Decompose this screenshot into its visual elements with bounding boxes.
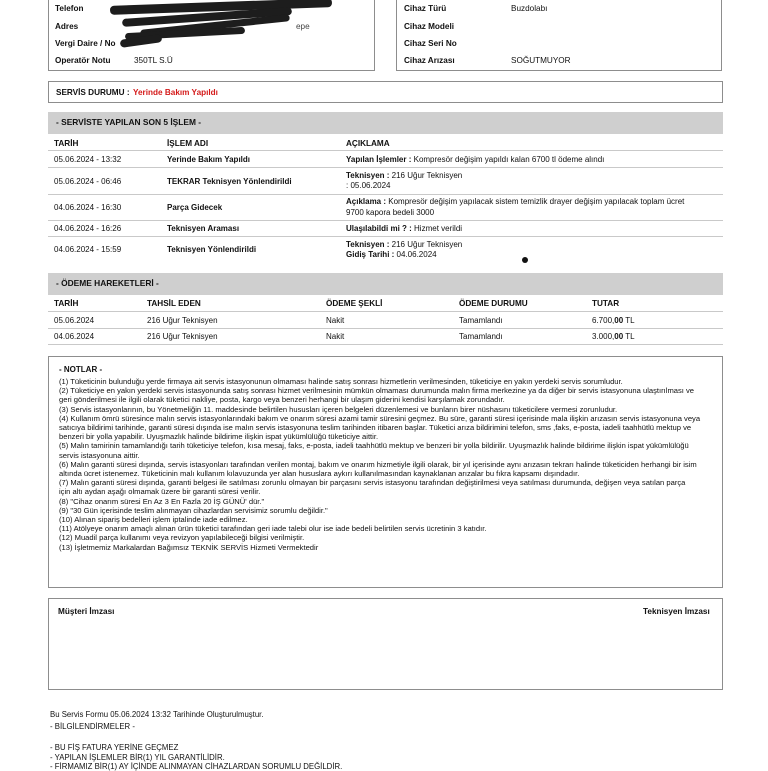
payment-collector: 216 Uğur Teknisyen xyxy=(147,332,218,341)
note-item: için altı aydan aşağı olmamak üzere bir garanti süresi verilir. xyxy=(59,487,261,497)
note-item: (12) Muadil parça kullanımı veya revizyon yapılabileceği bilgisi verilmiştir. xyxy=(59,533,305,543)
payments-header-date: TARİH xyxy=(54,299,79,308)
info-line: - YAPILAN İŞLEMLER BİR(1) YIL GARANTİLİDİR. xyxy=(50,753,225,762)
tax-label: Vergi Daire / No xyxy=(55,39,116,48)
operation-desc-line2: : 05.06.2024 xyxy=(346,181,391,190)
info-title: - BİLGİLENDİRMELER - xyxy=(50,722,135,731)
operation-name: TEKRAR Teknisyen Yönlendirildi xyxy=(167,177,292,186)
payment-collector: 216 Uğur Teknisyen xyxy=(147,316,218,325)
operation-name: Teknisyen Araması xyxy=(167,224,240,233)
operation-date: 05.06.2024 - 13:32 xyxy=(54,155,122,164)
payments-header-collector: TAHSİL EDEN xyxy=(147,299,201,308)
operator-note-label: Operatör Notu xyxy=(55,56,111,65)
operation-desc-line2: Gidiş Tarihi : 04.06.2024 xyxy=(346,250,437,259)
payment-date: 05.06.2024 xyxy=(54,316,95,325)
payments-header-status: ÖDEME DURUMU xyxy=(459,299,528,308)
phone-label: Telefon xyxy=(55,4,84,13)
operation-date: 05.06.2024 - 06:46 xyxy=(54,177,122,186)
notes-list xyxy=(59,377,707,552)
operation-name: Parça Gidecek xyxy=(167,203,223,212)
table-divider xyxy=(48,194,723,195)
payments-header-amount: TUTAR xyxy=(592,299,620,308)
note-item: (6) Malın garanti süresi dışında, servis istasyonları tarafından verilen montaj, bakım ve onarım hizmetiyle ilgili olarak, bir yıl içerisinde aynı arızasın tekrarı halinde tüketiciden herhangi bir isim altında ücret istenemez. Tüketicinin malı kullanım kılavuzunda yer alan hususlara aykırı kullanılmasından kaynaklanan arızalar bu fıkra kapsamı dışındadır. xyxy=(59,459,697,479)
customer-signature-label: Müşteri İmzası xyxy=(58,607,115,616)
operations-header-desc: AÇIKLAMA xyxy=(346,139,390,148)
operation-desc: Teknisyen : 216 Uğur Teknisyen xyxy=(346,240,463,249)
device-model-label: Cihaz Modeli xyxy=(404,22,455,31)
payment-date: 04.06.2024 xyxy=(54,332,95,341)
info-line: - BU FİŞ FATURA YERİNE GEÇMEZ xyxy=(50,743,179,752)
device-serial-label: Cihaz Seri No xyxy=(404,39,457,48)
signature-box xyxy=(48,598,723,690)
note-item: (7) Malın garanti süresi dışında, garanti belgesi ile satılması zorunlu olmayan bir parçasını servis istasyonu tarafından değiştirilmesi veya satılması durumunda, değişen veya satılan parça xyxy=(59,478,686,488)
payment-status: Tamamlandı xyxy=(459,316,503,325)
payments-section-title: - ÖDEME HAREKETLERİ - xyxy=(48,273,723,295)
note-item: (8) "Cihaz onarım süresi En Az 3 En Fazla 20 İŞ GÜNÜ' dür." xyxy=(59,496,265,506)
operation-desc-line2: 9700 kapora bedeli 3000 xyxy=(346,208,435,217)
table-divider xyxy=(48,344,723,345)
notes-title: - NOTLAR - xyxy=(59,365,103,374)
payment-method: Nakit xyxy=(326,332,345,341)
operation-desc: Ulaşılabildi mi ? : Hizmet verildi xyxy=(346,224,463,233)
info-line: - FİRMAMIZ BİR(1) AY İÇİNDE ALINMAYAN CİHAZLARDAN SORUMLU DEĞİLDİR. xyxy=(50,762,343,771)
service-status-label: SERVİS DURUMU : xyxy=(56,88,130,97)
operation-name: Teknisyen Yönlendirildi xyxy=(167,245,257,254)
note-item: (10) Alınan sipariş bedelleri işlem iptalinde iade edilmez. xyxy=(59,515,248,525)
notes-box xyxy=(48,356,723,588)
operations-header-date: TARİH xyxy=(54,139,79,148)
operation-date: 04.06.2024 - 15:59 xyxy=(54,245,122,254)
service-status-value: Yerinde Bakım Yapıldı xyxy=(133,88,218,97)
operations-section-title: - SERVİSTE YAPILAN SON 5 İŞLEM - xyxy=(48,112,723,134)
device-fault-label: Cihaz Arızası xyxy=(404,56,455,65)
stray-dot xyxy=(522,257,528,263)
table-divider xyxy=(48,167,723,168)
operation-desc: Yapılan İşlemler : Kompresör değişim yapıldı kalan 6700 tl ödeme alındı xyxy=(346,155,605,164)
address-fragment: epe xyxy=(296,22,310,31)
note-item: (4) Kullanım ömrü süresince malın servis istasyonlarındaki bakım ve onarım süresi azami tamir süresini geçmez. Bu süre, garanti süresi içerisinde mala ilişkin arızasın servis istasyonuna veya satıcıya bildirimi tarihinde, garanti süresi dışında ise malın servis istasyonuna teslim tarihinden itibaren başlar. Tüketici arıza bildirimini telefon, sms ,faks, e-posta, iadeli taahhütlü mektup ve benzeri bir yolla yapabilir. Uyuşmazlık halinde bildirime ilişkin ispat yükümlülüğü tüketiciye aittir. xyxy=(59,413,701,442)
table-divider xyxy=(48,311,723,312)
operation-desc: Teknisyen : 216 Uğur Teknisyen xyxy=(346,171,463,180)
device-type-value: Buzdolabı xyxy=(511,4,548,13)
payment-amount: 3.000,00 TL xyxy=(592,332,635,341)
note-item: (2) Tüketiciye en yakın yerdeki servis istasyonunda satış sonrası hizmet verilmesinin mümkün olmaması durumunda malın firma merkezine ya da diğer bir servis istasyonuna ulaştırılması ve geri gönderilmesi ile ilgili olarak tüketici nakliye, posta, kargo veya benzeri herhangi bir ulaşım giderini kendisi karşılamak zorundadır. xyxy=(59,386,695,405)
note-item: (9) "30 Gün içerisinde teslim alınmayan cihazlardan servisimiz sorumlu değildir." xyxy=(59,505,328,515)
operations-header-name: İŞLEM ADI xyxy=(167,139,209,148)
payments-header-method: ÖDEME ŞEKLİ xyxy=(326,299,383,308)
payment-amount: 6.700,00 TL xyxy=(592,316,635,325)
note-item: (13) İşletmemiz Markalardan Bağımsız TEKNİK SERVİS Hizmeti Vermektedir xyxy=(59,542,319,552)
table-divider xyxy=(48,150,723,151)
operation-name: Yerinde Bakım Yapıldı xyxy=(167,155,250,164)
form-created-text: Bu Servis Formu 05.06.2024 13:32 Tarihinde Oluşturulmuştur. xyxy=(50,710,264,719)
payment-method: Nakit xyxy=(326,316,345,325)
device-type-label: Cihaz Türü xyxy=(404,4,447,13)
address-label: Adres xyxy=(55,22,79,31)
note-item: (5) Malın tamirinin tamamlandığı tarih tüketiciye telefon, kısa mesaj, faks, e-posta, iadeli taahhütlü mektup ve benzeri bir yolla bildirilir. Uyuşmazlık halinde bildirime ilişkin ispat yükümlülüğü servis istasyonuna aittir. xyxy=(59,441,689,460)
device-fault-value: SOĞUTMUYOR xyxy=(511,56,571,65)
table-divider xyxy=(48,328,723,329)
operation-date: 04.06.2024 - 16:30 xyxy=(54,203,122,212)
operation-desc: Açıklama : Kompresör değişim yapılacak sistem temizlik drayer değişim yapılacak toplam ücret xyxy=(346,197,685,206)
note-item: (11) Atölyeye onarım amaçlı alınan ürün tüketici tarafından geri iade talebi olur ise iade bedeli belirtilen servis ücretinin 3 katıdır. xyxy=(59,524,487,534)
table-divider xyxy=(48,236,723,237)
note-item: (1) Tüketicinin bulunduğu yerde firmaya ait servis istasyonunun olmaması halinde satış sonrası hizmetlerin verilmesinden, tüketiciye en yakın yerdeki servis sorumludur. xyxy=(59,377,623,386)
payment-status: Tamamlandı xyxy=(459,332,503,341)
technician-signature-label: Teknisyen İmzası xyxy=(643,607,710,616)
operation-date: 04.06.2024 - 16:26 xyxy=(54,224,122,233)
operator-note-value: 350TL S.Ü xyxy=(134,56,173,65)
table-divider xyxy=(48,220,723,221)
note-item: (3) Servis istasyonlarının, bu Yönetmeliğin 11. maddesinde belirtilen hususları içeren belgeleri düzenlemesi ve bunların birer nüshasını tüketicilere vermesi zorunludur. xyxy=(59,404,618,414)
